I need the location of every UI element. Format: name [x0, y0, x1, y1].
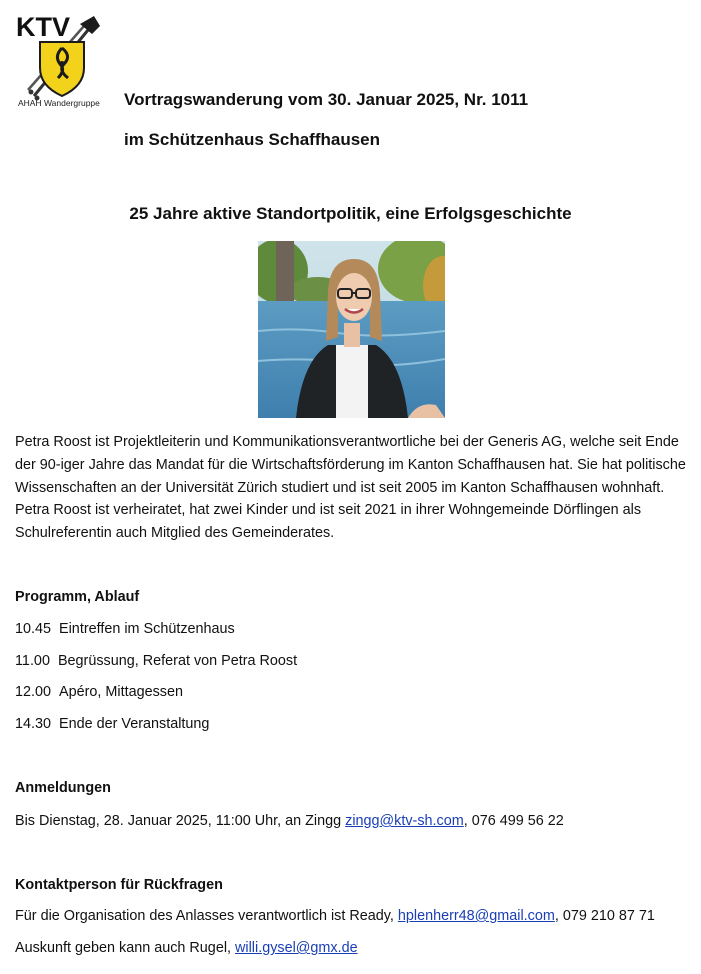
- logo-subtitle: AHAH Wandergruppe: [18, 98, 100, 108]
- speaker-bio: Petra Roost ist Projektleiterin und Kommunikationsverantwortliche bei der Generis AG, welche seit Ende der 90-iger Jahre das Mandat für die Wirtschaftsförderung im Kanton Schaffhausen hat. Sie hat politische Wissenschaften an der Universität Zürich studiert und ist seit 2005 im Kanton Schaffhausen wohnhaft. Petra Roost ist verheiratet, hat zwei Kinder und ist seit 2021 in ihrer Wohngemeinde Dörflingen als Schulreferentin auch Mitglied des Gemeinderates.: [15, 434, 686, 542]
- program-text: Begrüssung, Referat von Petra Roost: [57, 653, 298, 669]
- registration-heading: Anmeldungen: [15, 780, 111, 796]
- registration-email-link[interactable]: zingg@ktv-sh.com: [345, 813, 464, 829]
- contact-heading: Kontaktperson für Rückfragen: [15, 877, 223, 893]
- event-title: Vortragswanderung vom 30. Januar 2025, Nr. 1011: [124, 90, 529, 109]
- program-item: [15, 621, 235, 637]
- program-item: [15, 653, 297, 669]
- program-item: [15, 684, 183, 700]
- program-time: 14.30: [15, 716, 52, 732]
- program-time: 10.45: [15, 621, 52, 637]
- contact-line-2: [15, 940, 358, 956]
- contact-line-2-prefix: Auskunft geben kann auch Rugel,: [15, 940, 236, 956]
- program-text: Eintreffen im Schützenhaus: [59, 621, 235, 637]
- event-location: im Schützenhaus Schaffhausen: [124, 130, 380, 149]
- contact-line-1: [15, 908, 655, 924]
- program-heading: Programm, Ablauf: [15, 589, 140, 605]
- portrait-photo-icon: [258, 241, 445, 418]
- program-time: 11.00: [15, 653, 50, 669]
- contact-email-link-1[interactable]: hplenherr48@gmail.com: [397, 908, 555, 924]
- registration-prefix: Bis Dienstag, 28. Januar 2025, 11:00 Uhr, an Zingg: [15, 813, 346, 829]
- speaker-photo: [258, 241, 445, 418]
- talk-title: 25 Jahre aktive Standortpolitik, eine Erfolgsgeschichte: [129, 204, 572, 223]
- contact-phone: , 079 210 87 71: [554, 908, 655, 924]
- registration-phone: , 076 499 56 22: [463, 813, 564, 829]
- program-item: [15, 716, 209, 732]
- ktv-logo: [14, 12, 106, 112]
- program-text: Ende der Veranstaltung: [59, 716, 210, 732]
- registration-line: [15, 813, 564, 829]
- program-time: 12.00: [15, 684, 52, 700]
- contact-email-link-2[interactable]: willi.gysel@gmx.de: [235, 940, 358, 956]
- logo-text: KTV: [16, 12, 70, 42]
- contact-line-1-prefix: Für die Organisation des Anlasses verantwortlich ist Ready,: [15, 908, 398, 924]
- program-text: Apéro, Mittagessen: [59, 684, 184, 700]
